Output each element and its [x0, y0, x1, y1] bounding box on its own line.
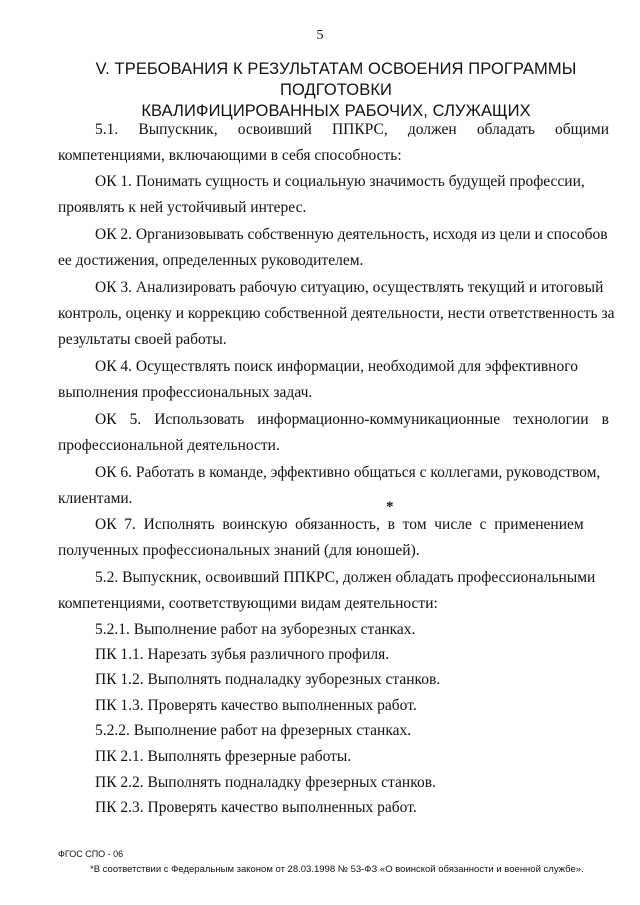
ok-5-line-1: [58, 407, 609, 433]
page-number: 5: [316, 28, 324, 43]
ok-6-line-2: клиентами.: [58, 490, 133, 507]
word: 5.: [129, 411, 142, 428]
document-code: ФГОС СПО - 06: [58, 849, 124, 859]
ok-3-line-3: результаты своей работы.: [58, 331, 227, 348]
ok-7-paragraph: [58, 512, 609, 564]
ok-3-paragraph: [58, 275, 615, 353]
paragraph-5-1-line-1: [58, 117, 609, 143]
word: освоивший: [237, 121, 312, 138]
pk-2-1: ПК 2.1. Выполнять фрезерные работы.: [95, 748, 352, 765]
ok-1-paragraph: [58, 169, 609, 221]
ok-6-paragraph: [58, 460, 609, 515]
ok-2-line-2: ее достижения, определенных руководителем.: [58, 252, 364, 269]
pk-2-2: ПК 2.2. Выполнять подналадку фрезерных станков.: [95, 774, 436, 791]
pk-1-3: ПК 1.3. Проверять качество выполненных работ.: [95, 697, 417, 714]
paragraph-5-1-line-2: компетенциями, включающими в себя способность:: [58, 147, 402, 164]
paragraph-5-2: [58, 565, 609, 617]
ok-4-paragraph: [58, 354, 609, 406]
ok-2-line-1: ОК 2. Организовывать собственную деятельность, исходя из цели и способов: [95, 226, 608, 243]
footnote: *В соответствии с Федеральным законом от 28.03.1998 № 53-ФЗ «О воинской обязанности и военной службе».: [90, 864, 584, 875]
section-title-line-1: V. ТРЕБОВАНИЯ К РЕЗУЛЬТАТАМ ОСВОЕНИЯ ПРОГРАММЫ ПОДГОТОВКИ: [95, 60, 577, 99]
word: 5.1.: [95, 121, 119, 138]
word: обладать: [476, 121, 535, 138]
section-title: [40, 59, 632, 122]
paragraph-5-1: [58, 117, 609, 169]
section-title-line-2: КВАЛИФИЦИРОВАННЫХ РАБОЧИХ, СЛУЖАЩИХ: [141, 102, 531, 120]
pk-1-1: ПК 1.1. Нарезать зубья различного профиля.: [95, 646, 390, 663]
word: информационно-коммуникационные: [257, 411, 501, 428]
ok-5-line-2: профессиональной деятельности.: [58, 437, 280, 454]
word: технологии: [513, 411, 589, 428]
word: ОК: [95, 411, 117, 428]
ok-4-line-2: выполнения профессиональных задач.: [58, 384, 313, 401]
section-5-2-1: 5.2.1. Выполнение работ на зуборезных станках.: [95, 621, 416, 638]
ok-7-line-2: полученных профессиональных знаний (для юношей).: [58, 542, 420, 559]
section-5-2-2: 5.2.2. Выполнение работ на фрезерных станках.: [95, 722, 412, 739]
pk-2-3: ПК 2.3. Проверять качество выполненных работ.: [95, 799, 417, 816]
word: ППКРС,: [331, 121, 388, 138]
pk-1-2: ПК 1.2. Выполнять подналадку зуборезных станков.: [95, 671, 441, 688]
word: общими: [555, 121, 609, 138]
ok-1-line-2: проявлять к ней устойчивый интерес.: [58, 199, 307, 216]
paragraph-5-2-line-2: компетенциями, соответствующими видам деятельности:: [58, 595, 438, 612]
ok-3-line-2: контроль, оценку и коррекцию собственной деятельности, нести ответственность за: [58, 305, 615, 322]
ok-4-line-1: ОК 4. Осуществлять поиск информации, необходимой для эффективного: [95, 358, 578, 375]
footnote-marker: *: [386, 499, 394, 515]
word: должен: [407, 121, 457, 138]
word: в: [601, 411, 609, 428]
ok-1-line-1: ОК 1. Понимать сущность и социальную значимость будущей профессии,: [95, 173, 585, 190]
ok-6-line-1: ОК 6. Работать в команде, эффективно общаться с коллегами, руководством,: [95, 464, 601, 481]
ok-7-line-1: ОК 7. Исполнять воинскую обязанность, в том числе с применением: [95, 516, 584, 533]
word: Использовать: [154, 411, 245, 428]
ok-2-paragraph: [58, 222, 609, 274]
word: Выпускник,: [138, 121, 218, 138]
ok-5-paragraph: [58, 407, 609, 459]
paragraph-5-2-line-1: 5.2. Выпускник, освоивший ППКРС, должен обладать профессиональными: [95, 569, 596, 586]
ok-3-line-1: ОК 3. Анализировать рабочую ситуацию, осуществлять текущий и итоговый: [95, 279, 604, 296]
